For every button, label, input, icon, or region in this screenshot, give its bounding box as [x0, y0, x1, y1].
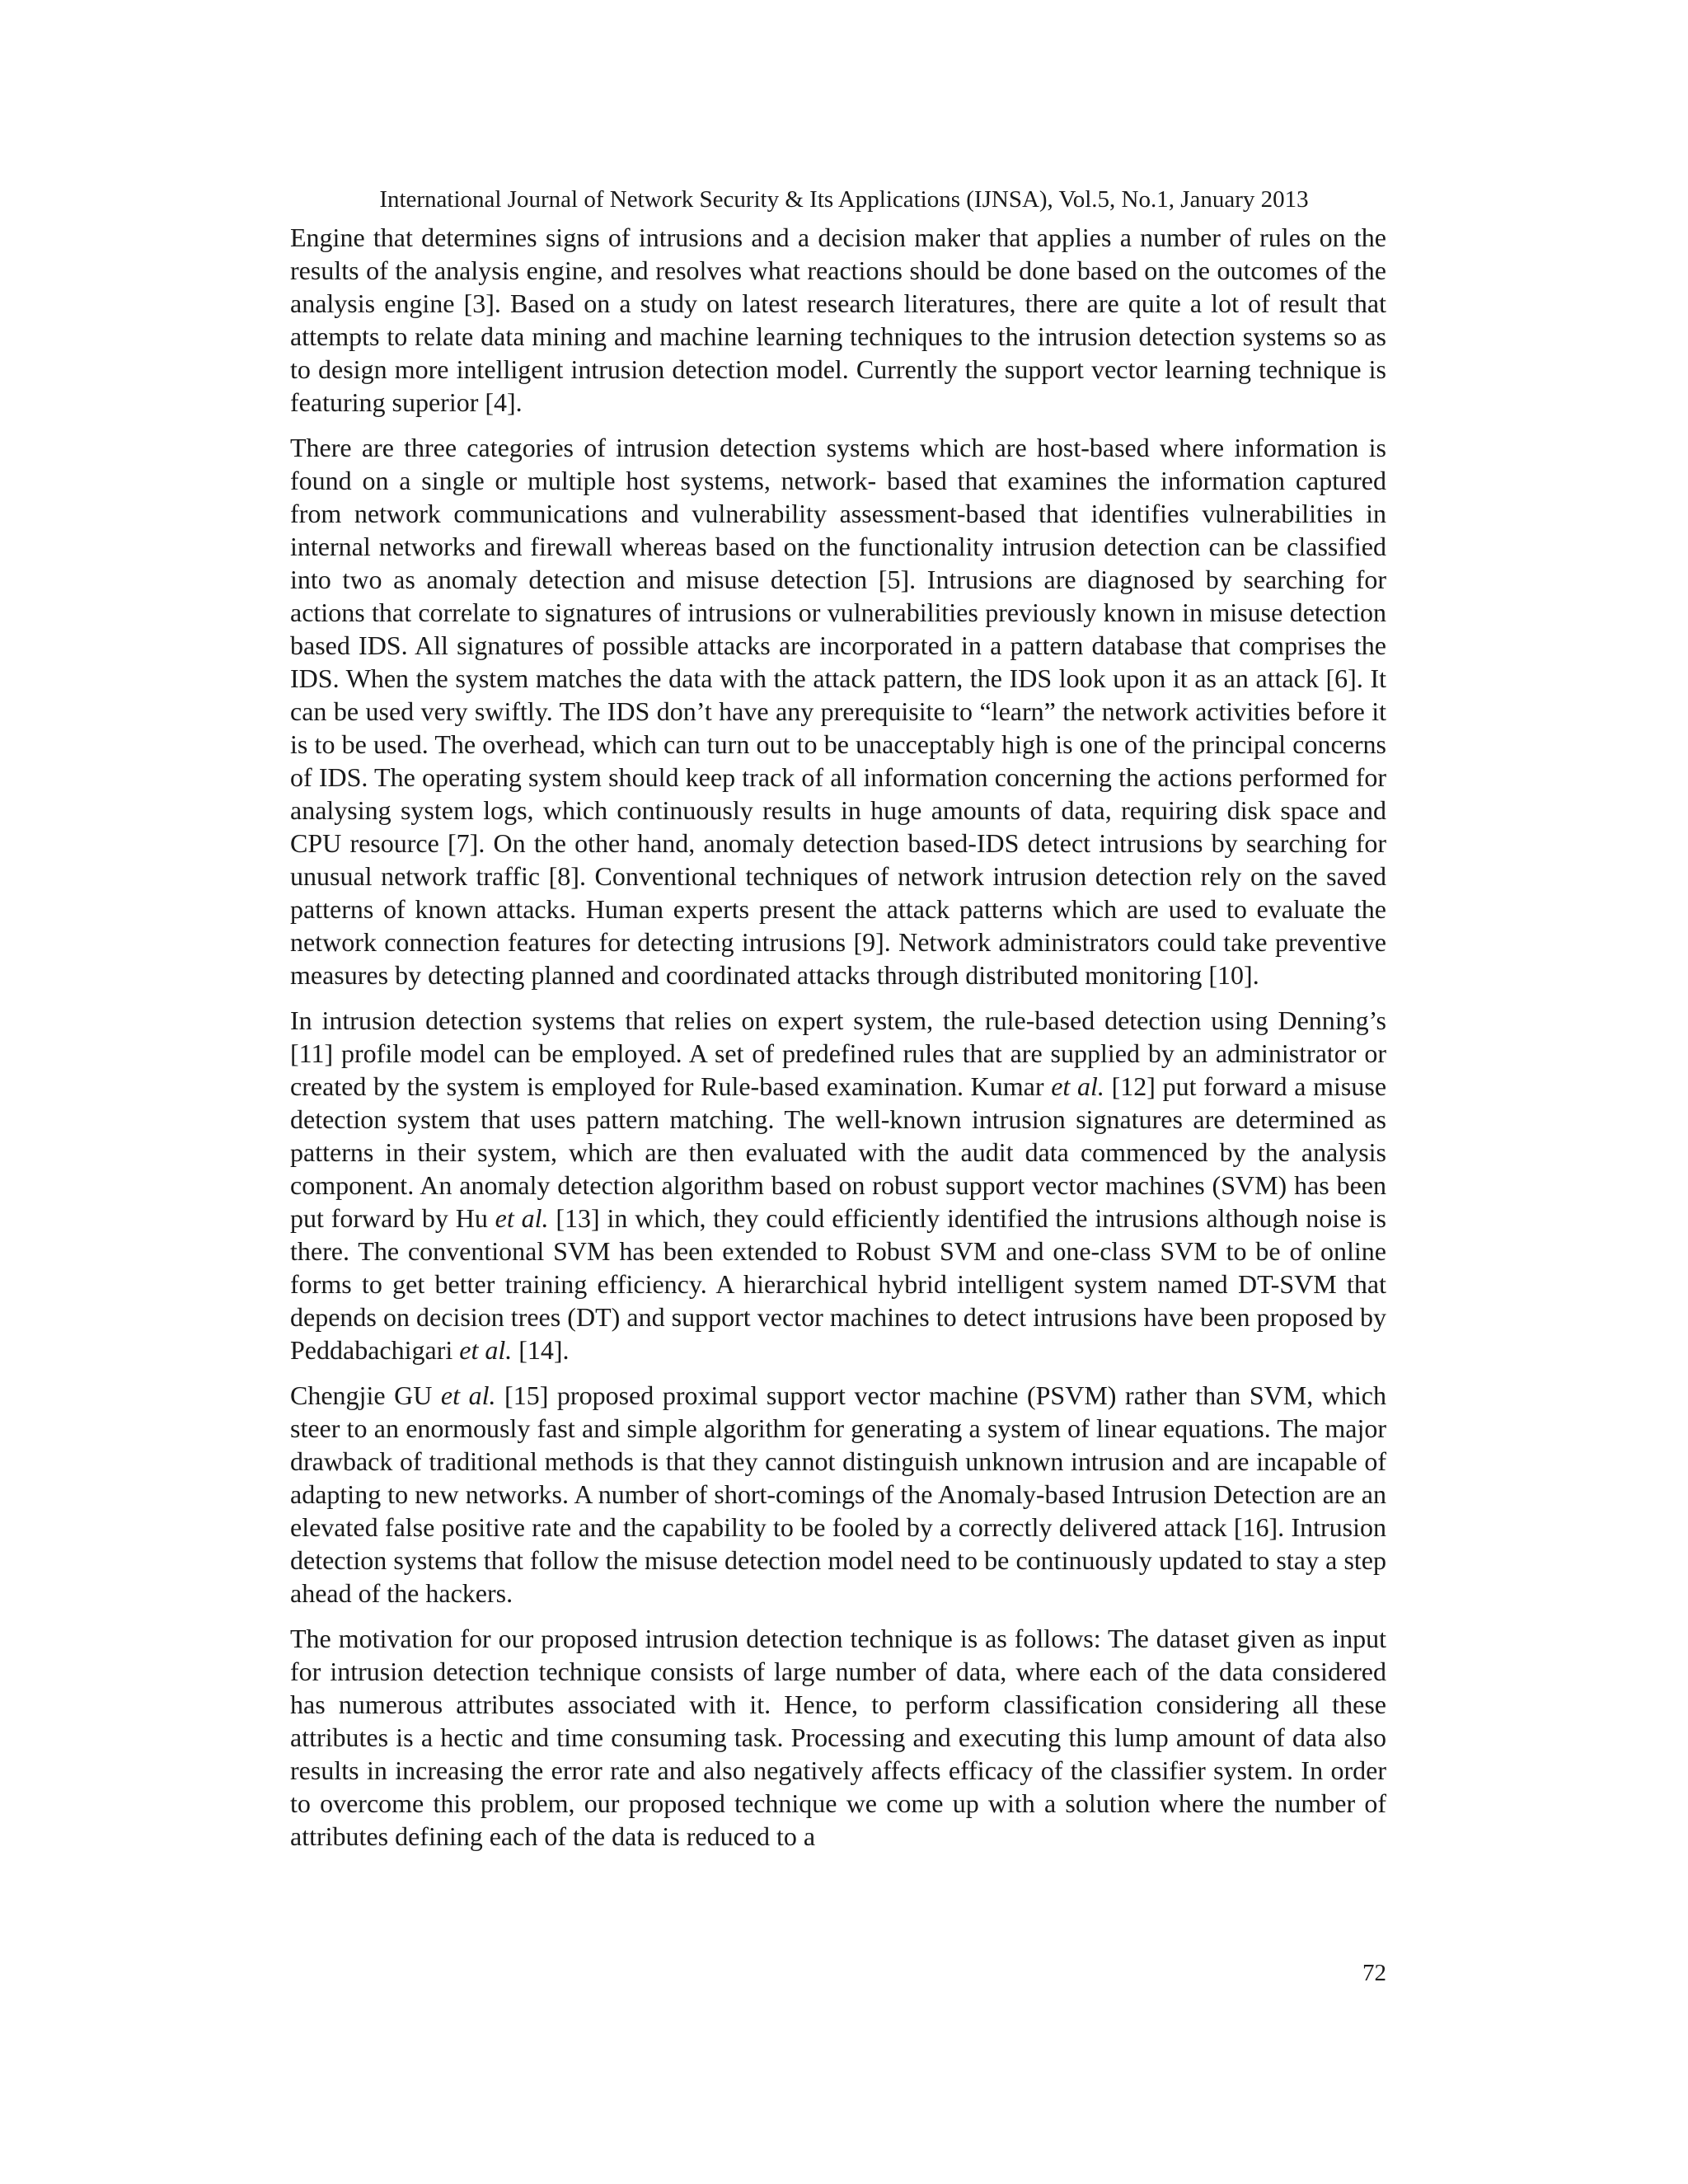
italic-et-al: et al. [459, 1335, 513, 1365]
paragraph-3-text-b: [12] put forward a misuse detection system that uses pattern matching. The well-known intrusion signatures are determined as patterns in their system, which are then evaluated with the audit data commenced by the analysis component. An anomaly detection algorithm based on robust support vector machines (SVM) has been put forward by Hu [290, 1071, 1387, 1233]
paragraph-1: Engine that determines signs of intrusions and a decision maker that applies a number of rules on the results of the analysis engine, and resolves what reactions should be done based on the outcomes of the analysis engine [3]. Based on a study on latest research literatures, there are quite a lot of result that attempts to relate data mining and machine learning techniques to the intrusion detection systems so as to design more intelligent intrusion detection model. Currently the support vector learning technique is featuring superior [4]. [290, 223, 1386, 417]
body-text [290, 221, 1386, 1865]
running-header: International Journal of Network Security & Its Applications (IJNSA), Vol.5, No.1, January 2013 [379, 186, 1309, 213]
paragraph-4-text-b: [15] proposed proximal support vector machine (PSVM) rather than SVM, which steer to an enormously fast and simple algorithm for generating a system of linear equations. The major drawback of traditional methods is that they cannot distinguish unknown intrusion and are incapable of adapting to new networks. A number of short-comings of the Anomaly-based Intrusion Detection are an elevated false positive rate and the capability to be fooled by a correctly delivered attack [16]. Intrusion detection systems that follow the misuse detection model need to be continuously updated to stay a step ahead of the hackers. [290, 1380, 1387, 1608]
paragraph-3-text-d: [14]. [512, 1335, 570, 1365]
page-number: 72 [1362, 1960, 1386, 1986]
paragraph-4 [290, 1379, 1386, 1610]
italic-et-al: et al. [440, 1380, 496, 1410]
paragraph-2: There are three categories of intrusion detection systems which are host-based where information is found on a single or multiple host systems, network- based that examines the information captured from network communications and vulnerability assessment-based that identifies vulnerabilities in internal networks and firewall whereas based on the functionality intrusion detection can be classified into two as anomaly detection and misuse detection [5]. Intrusions are diagnosed by searching for actions that correlate to signatures of intrusions or vulnerabilities previously known in misuse detection based IDS. All signatures of possible attacks are incorporated in a pattern database that comprises the IDS. When the system matches the data with the attack pattern, the IDS look upon it as an attack [6]. It can be used very swiftly. The IDS don’t have any prerequisite to “learn” the network activities before it is to be used. The overhead, which can turn out to be unacceptably high is one of the principal concerns of IDS. The operating system should keep track of all information concerning the actions performed for analysing system logs, which continuously results in huge amounts of data, requiring disk space and CPU resource [7]. On the other hand, anomaly detection based-IDS detect intrusions by searching for unusual network traffic [8]. Conventional techniques of network intrusion detection rely on the saved patterns of known attacks. Human experts present the attack patterns which are used to evaluate the network connection features for detecting intrusions [9]. Network administrators could take preventive measures by detecting planned and coordinated attacks through distributed monitoring [10]. [290, 433, 1386, 990]
paragraph-3-text-a: In intrusion detection systems that relies on expert system, the rule-based detection using Denning’s [11] profile model can be employed. A set of predefined rules that are supplied by an administrator or created by the system is employed for Rule-based examination. Kumar [290, 1005, 1386, 1101]
paragraph-4-text-a: Chengjie GU [290, 1380, 441, 1410]
paragraph-5: The motivation for our proposed intrusion detection technique is as follows: The dataset given as input for intrusion detection technique consists of large number of data, where each of the data considered has numerous attributes associated with it. Hence, to perform classification considering all these attributes is a hectic and time consuming task. Processing and executing this lump amount of data also results in increasing the error rate and also negatively affects efficacy of the classifier system. In order to overcome this problem, our proposed technique we come up with a solution where the number of attributes defining each of the data is reduced to a [290, 1624, 1386, 1851]
italic-et-al: et al. [1051, 1071, 1104, 1101]
paragraph-3-text-c: [13] in which, they could efficiently identified the intrusions although noise is there. The conventional SVM has been extended to Robust SVM and one-class SVM to be of online forms to get better training efficiency. A hierarchical hybrid intelligent system named DT-SVM that depends on decision trees (DT) and support vector machines to detect intrusions have been proposed by Peddabachigari [290, 1203, 1387, 1365]
paragraph-3 [290, 1004, 1386, 1366]
italic-et-al: et al. [495, 1203, 549, 1233]
